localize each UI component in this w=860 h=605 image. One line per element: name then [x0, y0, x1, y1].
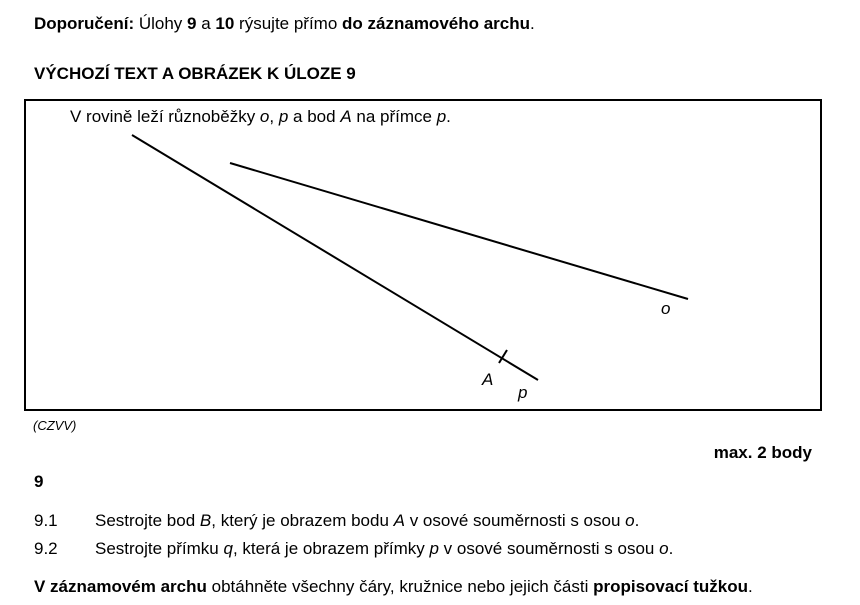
- recommendation-emphasis: do záznamového archu: [342, 14, 531, 33]
- line-p: [132, 135, 538, 380]
- instruction-emphasis-2: propisovací tužkou: [593, 577, 748, 596]
- recommendation-task-9: 9: [187, 14, 197, 33]
- figure-period: .: [446, 107, 451, 126]
- recommendation-text-1: Úlohy: [134, 14, 188, 33]
- instruction-text-1: obtáhněte všechny čáry, kružnice nebo jejich části: [206, 577, 594, 596]
- subtask-var-3: o: [625, 511, 635, 530]
- recommendation-task-10: 10: [215, 14, 235, 33]
- label-o: o: [661, 299, 671, 318]
- instruction-line: [34, 577, 753, 597]
- label-p: p: [518, 383, 528, 402]
- label-A: A: [482, 370, 494, 389]
- subtask-text-4: .: [634, 511, 640, 530]
- figure-text-3: na přímce: [351, 107, 437, 126]
- max-points: max. 2 body: [713, 443, 812, 462]
- subtask-var-2: A: [393, 511, 405, 530]
- source-note: (CZVV): [33, 418, 77, 433]
- figure-box: [24, 99, 822, 411]
- figure-text-2: a bod: [288, 107, 341, 126]
- subtask-var-2: p: [429, 539, 439, 558]
- figure-var-o: o: [259, 107, 270, 126]
- section-heading: VÝCHOZÍ TEXT A OBRÁZEK K ÚLOZE 9: [34, 64, 356, 83]
- figure-var-p2: p: [436, 107, 447, 126]
- figure-var-p: p: [278, 107, 289, 126]
- subtask-text-1: Sestrojte přímku: [95, 539, 224, 558]
- subtask-text-4: .: [668, 539, 674, 558]
- instruction-text-2: .: [748, 577, 753, 596]
- geometry-figure: [26, 101, 820, 409]
- recommendation-period: .: [530, 14, 535, 33]
- subtask-text-2: , která je obrazem přímky: [232, 539, 430, 558]
- recommendation-line: [34, 14, 535, 34]
- subtask-text-2: , který je obrazem bodu: [211, 511, 394, 530]
- line-o: [230, 163, 688, 299]
- subtask-text-3: v osové souměrnosti s osou: [438, 539, 660, 558]
- instruction-emphasis-1: V záznamovém archu: [34, 577, 207, 596]
- figure-comma: ,: [269, 107, 279, 126]
- recommendation-text-3: rýsujte přímo: [234, 14, 343, 33]
- figure-var-A: A: [340, 107, 352, 126]
- subtask-var-3: o: [659, 539, 669, 558]
- task-number: 9: [34, 472, 44, 491]
- recommendation-label: Doporučení:: [34, 14, 135, 33]
- subtask-text-1: Sestrojte bod: [95, 511, 200, 530]
- subtask-number: 9.2: [34, 539, 58, 558]
- subtask-text-3: v osové souměrnosti s osou: [404, 511, 626, 530]
- subtask-var-1: q: [223, 539, 233, 558]
- subtask-var-1: B: [199, 511, 212, 530]
- subtask-9-1: [34, 511, 639, 531]
- subtask-number: 9.1: [34, 511, 58, 530]
- subtask-9-2: [34, 539, 673, 559]
- recommendation-text-2: a: [196, 14, 216, 33]
- figure-text-1: V rovině leží různoběžky: [70, 107, 260, 126]
